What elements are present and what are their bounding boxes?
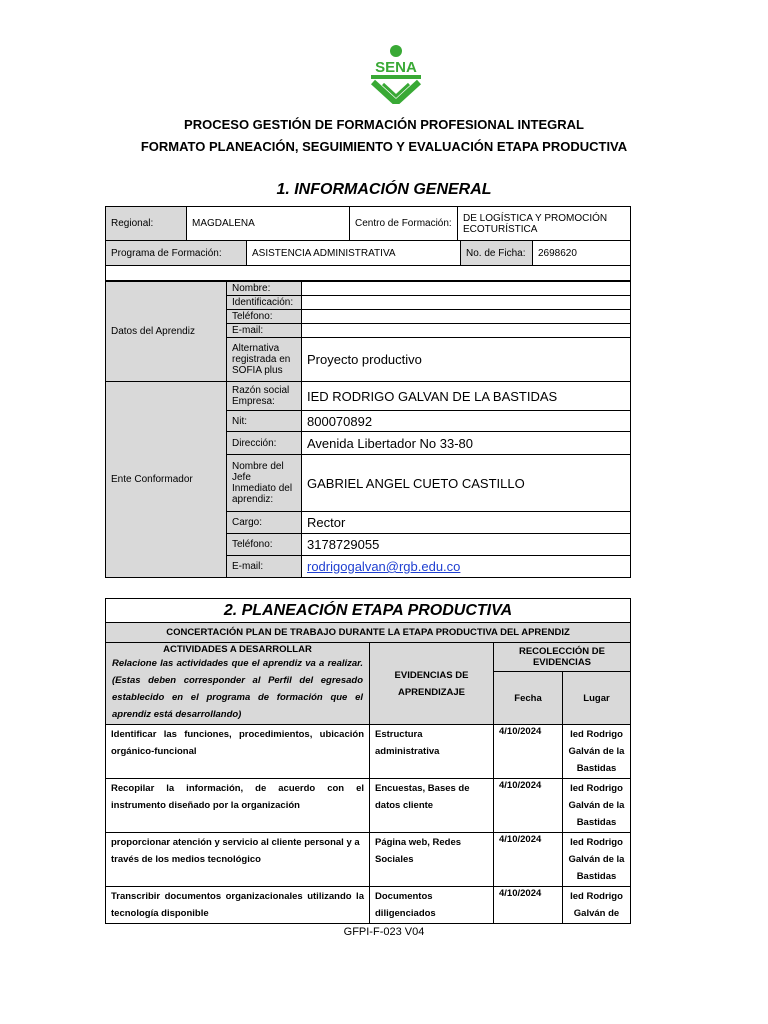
jefe-value: GABRIEL ANGEL CUETO CASTILLO [302,455,631,512]
evidencia-cell: Documentos diligenciados [370,887,494,924]
section-2-title: 2. PLANEACIÓN ETAPA PRODUCTIVA [106,599,631,623]
regional-value: MAGDALENA [187,207,350,241]
nombre-label: Nombre: [227,282,302,296]
jefe-label: Nombre del Jefe Inmediato del aprendiz: [227,455,302,512]
cargo-label: Cargo: [227,512,302,534]
actividad-cell: Recopilar la información, de acuerdo con el instrumento diseñado por la organización [106,779,370,833]
actividades-header: ACTIVIDADES A DESARROLLAR [163,644,312,655]
alternativa-label: Alternativa registrada en SOFIA plus [227,338,302,382]
sena-logo [365,44,427,104]
datos-aprendiz-label: Datos del Aprendiz [106,282,227,382]
telefono-label: Teléfono: [227,310,302,324]
programa-table [105,240,631,281]
table-row [106,887,631,924]
table-row [106,779,631,833]
fecha-header: Fecha [494,672,563,725]
lugar-cell: Ied Rodrigo Galván de la Bastidas [563,833,631,887]
telefono-ente-value: 3178729055 [302,534,631,556]
direccion-value: Avenida Libertador No 33-80 [302,432,631,455]
lugar-cell: Ied Rodrigo Galván de la Bastidas [563,725,631,779]
telefono-ente-label: Teléfono: [227,534,302,556]
ficha-value: 2698620 [533,241,631,266]
planeacion-table [105,598,631,924]
lugar-cell: Ied Rodrigo Galván de [563,887,631,924]
info-general-table [105,206,631,241]
actividades-note: Relacione las actividades que el aprendiz va a realizar. (Estas deben corresponder al Perfil del egresado establecido en el programa de formación que el aprendiz está desarrollando) [112,658,363,720]
regional-label: Regional: [106,207,187,241]
lugar-header: Lugar [563,672,631,725]
ente-conformador-label: Ente Conformador [106,382,227,578]
footer-code: GFPI-F-023 V04 [343,926,425,938]
lugar-cell: Ied Rodrigo Galván de la Bastidas [563,779,631,833]
recoleccion-header: RECOLECCIÓN DE EVIDENCIAS [494,643,631,672]
programa-value: ASISTENCIA ADMINISTRATIVA [247,241,461,266]
evidencia-cell: Página web, Redes Sociales [370,833,494,887]
evidencias-header: EVIDENCIAS DE APRENDIZAJE [370,643,494,725]
email-ente-link[interactable]: rodrigogalvan@rgb.edu.co [307,559,461,574]
fecha-cell: 4/10/2024 [494,725,563,779]
identificacion-label: Identificación: [227,296,302,310]
identificacion-value [302,296,631,310]
programa-label: Programa de Formación: [106,241,247,266]
evidencia-cell: Estructura administrativa [370,725,494,779]
cargo-value: Rector [302,512,631,534]
table-row [106,833,631,887]
nombre-value [302,282,631,296]
fecha-cell: 4/10/2024 [494,833,563,887]
table-row [106,725,631,779]
blank-row [106,266,631,281]
email-label: E-mail: [227,324,302,338]
email-value [302,324,631,338]
section-2-subtitle: CONCERTACIÓN PLAN DE TRABAJO DURANTE LA ETAPA PRODUCTIVA DEL APRENDIZ [106,623,631,643]
actividad-cell: Identificar las funciones, procedimientos, ubicación orgánico-funcional [106,725,370,779]
aprendiz-ente-table [105,281,631,578]
direccion-label: Dirección: [227,432,302,455]
centro-label: Centro de Formación: [350,207,458,241]
telefono-value [302,310,631,324]
evidencia-cell: Encuestas, Bases de datos cliente [370,779,494,833]
actividad-cell: Transcribir documentos organizacionales utilizando la tecnología disponible [106,887,370,924]
document-title: PROCESO GESTIÓN DE FORMACIÓN PROFESIONAL INTEGRAL [184,117,584,132]
actividad-cell: proporcionar atención y servicio al cliente personal y a través de los medios tecnológico [106,833,370,887]
nit-label: Nit: [227,411,302,432]
alternativa-value: Proyecto productivo [302,338,631,382]
razon-social-value: IED RODRIGO GALVAN DE LA BASTIDAS [302,382,631,411]
logo-text: SENA [375,59,417,76]
email-ente-label: E-mail: [227,556,302,578]
section-1-title: 1. INFORMACIÓN GENERAL [276,181,492,198]
nit-value: 800070892 [302,411,631,432]
ficha-label: No. de Ficha: [461,241,533,266]
fecha-cell: 4/10/2024 [494,779,563,833]
document-subtitle: FORMATO PLANEACIÓN, SEGUIMIENTO Y EVALUACIÓN ETAPA PRODUCTIVA [140,139,628,154]
centro-value: DE LOGÍSTICA Y PROMOCIÓN ECOTURÍSTICA [458,207,631,241]
razon-social-label: Razón social Empresa: [227,382,302,411]
fecha-cell: 4/10/2024 [494,887,563,924]
